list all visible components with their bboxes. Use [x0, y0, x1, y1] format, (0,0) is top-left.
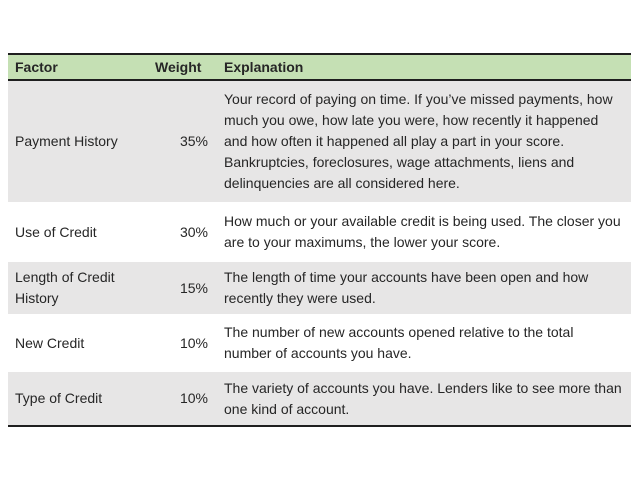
table-row — [8, 81, 631, 202]
credit-factors-table — [8, 53, 631, 427]
explanation-cell: How much or your available credit is being used. The closer you are to your maximums, the lower your score. — [224, 213, 621, 250]
weight-cell: 35% — [179, 133, 208, 149]
weight-cell: 10% — [179, 334, 208, 351]
explanation-cell: The length of time your accounts have been open and how recently they were used. — [224, 269, 589, 306]
weight-cell: 30% — [179, 223, 208, 240]
explanation-cell: The variety of accounts you have. Lenders like to see more than one kind of account. — [224, 379, 622, 417]
table-row — [8, 372, 631, 425]
header-factor: Factor — [15, 58, 58, 75]
table-row — [8, 314, 631, 372]
factor-cell: Length of Credit History — [15, 269, 115, 306]
factor-cell: New Credit — [15, 334, 85, 351]
table-row — [8, 262, 631, 314]
weight-cell: 10% — [179, 390, 208, 406]
table-header-row — [8, 55, 631, 81]
explanation-cell: Your record of paying on time. If you’ve missed payments, how much you owe, how late you were, how recently it happened and how often it happened all play a part in your score. Bankruptcies, foreclosures, wage attachments, liens and delinquencies are all considered here. — [224, 91, 613, 191]
factor-cell: Use of Credit — [15, 223, 97, 240]
header-weight: Weight — [155, 58, 202, 75]
header-explanation: Explanation — [224, 58, 304, 75]
table-row — [8, 202, 631, 262]
explanation-cell: The number of new accounts opened relative to the total number of accounts you have. — [224, 324, 574, 361]
factor-cell: Type of Credit — [15, 390, 103, 406]
factor-cell: Payment History — [15, 133, 118, 149]
weight-cell: 15% — [179, 279, 208, 296]
